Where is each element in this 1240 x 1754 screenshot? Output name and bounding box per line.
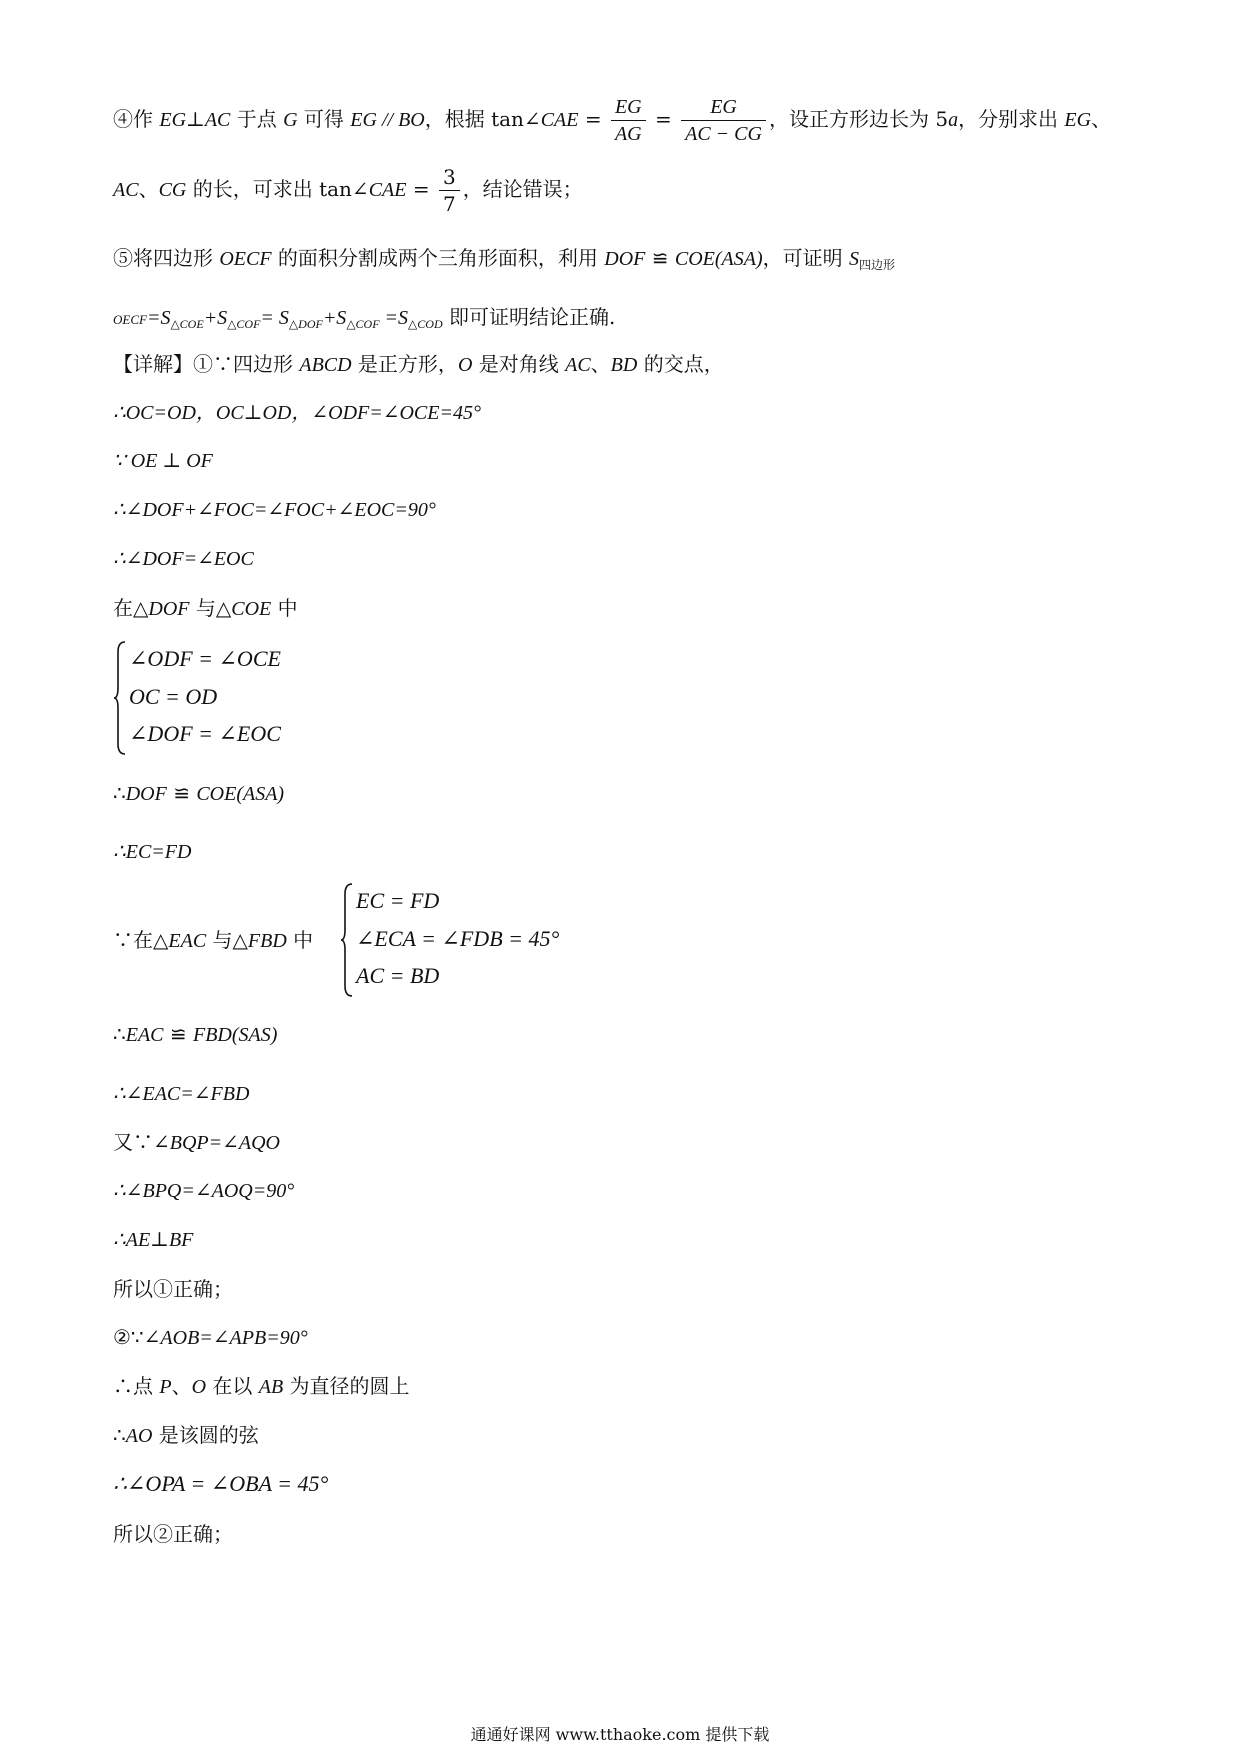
text: 的长，可求出 tan∠	[186, 177, 369, 201]
proof-line	[113, 1421, 259, 1450]
system-equation: ∠ODF = ∠OCE	[129, 646, 281, 671]
text: ，分别求出	[958, 107, 1065, 131]
math: FBD	[247, 930, 287, 952]
math: O	[457, 354, 473, 376]
math: CAE	[540, 109, 579, 131]
text: 中	[271, 596, 298, 620]
text: 可得	[297, 107, 351, 131]
equation-system-2	[340, 882, 640, 998]
text: 又∵	[113, 1130, 153, 1154]
text: =	[406, 177, 436, 201]
proof-line: ∴∠OPA = ∠OBA = 45°	[113, 1471, 329, 1496]
text: ∴点	[113, 1374, 160, 1398]
math: +S	[322, 307, 347, 329]
math: DOF	[604, 248, 646, 270]
math: (ASA)	[236, 783, 285, 805]
fraction-3-7	[439, 166, 460, 215]
numerator: EG	[611, 96, 646, 121]
text: 即可证明结论正确.	[442, 305, 616, 329]
analysis-item-5-line-2	[113, 303, 615, 338]
math: DOF	[125, 783, 167, 805]
proof-line: 所以①正确；	[113, 1277, 233, 1301]
math: a	[948, 109, 959, 131]
math: O	[191, 1376, 207, 1398]
text: ，结论错误；	[462, 177, 583, 201]
proof-line: ∴∠DOF+∠FOC=∠FOC+∠EOC=90°	[113, 499, 436, 521]
text: 的面积分割成两个三角形面积，利用	[271, 246, 605, 270]
proof-line	[113, 1323, 308, 1352]
proof-line: ∴∠DOF=∠EOC	[113, 548, 254, 570]
text: ⑤将四边形	[113, 246, 220, 270]
text: ≌	[166, 781, 197, 805]
math: EG	[1064, 109, 1092, 131]
numerator: 3	[439, 166, 460, 191]
text: =	[648, 107, 679, 131]
math: EAC	[125, 1024, 164, 1046]
fraction-eg-ag	[611, 96, 646, 145]
math: EAC	[168, 930, 207, 952]
math: =S	[379, 307, 409, 329]
math: =S	[146, 307, 171, 329]
math: ABCD	[299, 354, 352, 376]
math: ∠AOB=∠APB=90°	[143, 1327, 308, 1349]
text: 是该圆的弦	[152, 1423, 259, 1447]
math: AC	[565, 354, 591, 376]
analysis-item-4-line-1	[113, 96, 1111, 145]
math: DOF	[148, 598, 190, 620]
math: S	[849, 248, 860, 270]
proof-line: ∴OC=OD，OC⊥OD，∠ODF=∠OCE=45°	[113, 402, 481, 424]
denominator: AG	[614, 123, 642, 145]
text: 与△	[189, 596, 232, 620]
math: BD	[610, 354, 638, 376]
system-equation: ∠DOF = ∠EOC	[129, 721, 281, 746]
text: ，可证明	[762, 246, 850, 270]
text: ≌	[163, 1022, 193, 1046]
subscript: △COF	[227, 317, 261, 331]
denominator: AC − CG	[685, 123, 762, 145]
text: 、	[590, 352, 611, 376]
text: 的交点，	[637, 352, 724, 376]
text: ，设正方形边长为 5	[768, 107, 949, 131]
math: +S	[203, 307, 228, 329]
equation-system-1	[113, 640, 413, 756]
proof-line: ∴∠BPQ=∠AOQ=90°	[113, 1180, 295, 1202]
math: G	[283, 109, 298, 131]
analysis-item-4-line-2	[113, 166, 583, 215]
text: ∴	[113, 1423, 126, 1447]
math: COE	[231, 598, 272, 620]
detail-heading-line	[113, 350, 724, 379]
text: ∵在△	[113, 928, 169, 952]
proof-line: ∴∠EAC=∠FBD	[113, 1083, 250, 1105]
text: ⊥	[186, 107, 205, 131]
proof-line	[113, 926, 313, 955]
proof-line: ∴AE⊥BF	[113, 1229, 194, 1251]
text: 与△	[206, 928, 248, 952]
math: COE	[196, 783, 237, 805]
text: 是正方形，	[351, 352, 458, 376]
text: 、	[171, 1374, 192, 1398]
proof-line	[113, 1128, 280, 1157]
text: ④作	[113, 107, 160, 131]
text: ∴	[113, 1022, 126, 1046]
fraction-eg-ac-cg	[681, 96, 766, 145]
system-equation: AC = BD	[356, 963, 440, 988]
text: ②∵	[113, 1325, 144, 1349]
left-brace-icon	[113, 640, 127, 756]
math: (SAS)	[231, 1024, 278, 1046]
text: 【详解】①∵四边形	[113, 352, 300, 376]
math: COE	[674, 248, 715, 270]
math: EG // BO	[350, 109, 425, 131]
text: 在△	[113, 596, 149, 620]
math: EG	[159, 109, 187, 131]
text: 中	[286, 928, 314, 952]
text: =	[578, 107, 608, 131]
proof-line: ∵ OE ⊥ OF	[113, 450, 213, 472]
text: 、	[1091, 107, 1112, 131]
math: CAE	[368, 179, 407, 201]
math: AC	[113, 179, 139, 201]
math: CG	[158, 179, 187, 201]
subscript: △COF	[346, 317, 380, 331]
proof-line	[113, 1020, 277, 1049]
system-equation: EC = FD	[356, 888, 440, 913]
math: AB	[258, 1376, 284, 1398]
text: 在以	[206, 1374, 259, 1398]
math: OECF	[113, 312, 147, 327]
subscript: 四边形	[859, 258, 896, 272]
left-brace-icon	[340, 882, 354, 998]
math: = S	[260, 307, 289, 329]
proof-line	[113, 594, 298, 623]
math: OECF	[219, 248, 272, 270]
math: (ASA)	[714, 248, 763, 270]
text: ≌	[645, 246, 675, 270]
subscript: △COD	[408, 317, 443, 331]
text: ∴	[113, 781, 126, 805]
analysis-item-5-line-1	[113, 244, 895, 279]
math: AC	[204, 109, 231, 131]
math: P	[159, 1376, 172, 1398]
subscript: △DOF	[288, 317, 323, 331]
denominator: 7	[442, 192, 456, 216]
text: 是对角线	[472, 352, 566, 376]
text: ，根据 tan∠	[424, 107, 541, 131]
text: 为直径的圆上	[283, 1374, 410, 1398]
proof-line	[113, 779, 284, 808]
math: ∠BQP=∠AQO	[153, 1132, 280, 1154]
proof-line: 所以②正确；	[113, 1522, 233, 1546]
math: FBD	[193, 1024, 232, 1046]
text: 、	[138, 177, 159, 201]
page-footer: 通通好课网 www.tthaoke.com 提供下载	[470, 1725, 770, 1744]
numerator: EG	[681, 96, 766, 121]
system-equation: OC = OD	[129, 684, 218, 709]
proof-line: ∴EC=FD	[113, 841, 192, 863]
text: 于点	[230, 107, 284, 131]
subscript: △COE	[170, 317, 204, 331]
proof-line	[113, 1372, 410, 1401]
math: AO	[125, 1425, 153, 1447]
system-equation: ∠ECA = ∠FDB = 45°	[356, 926, 560, 951]
